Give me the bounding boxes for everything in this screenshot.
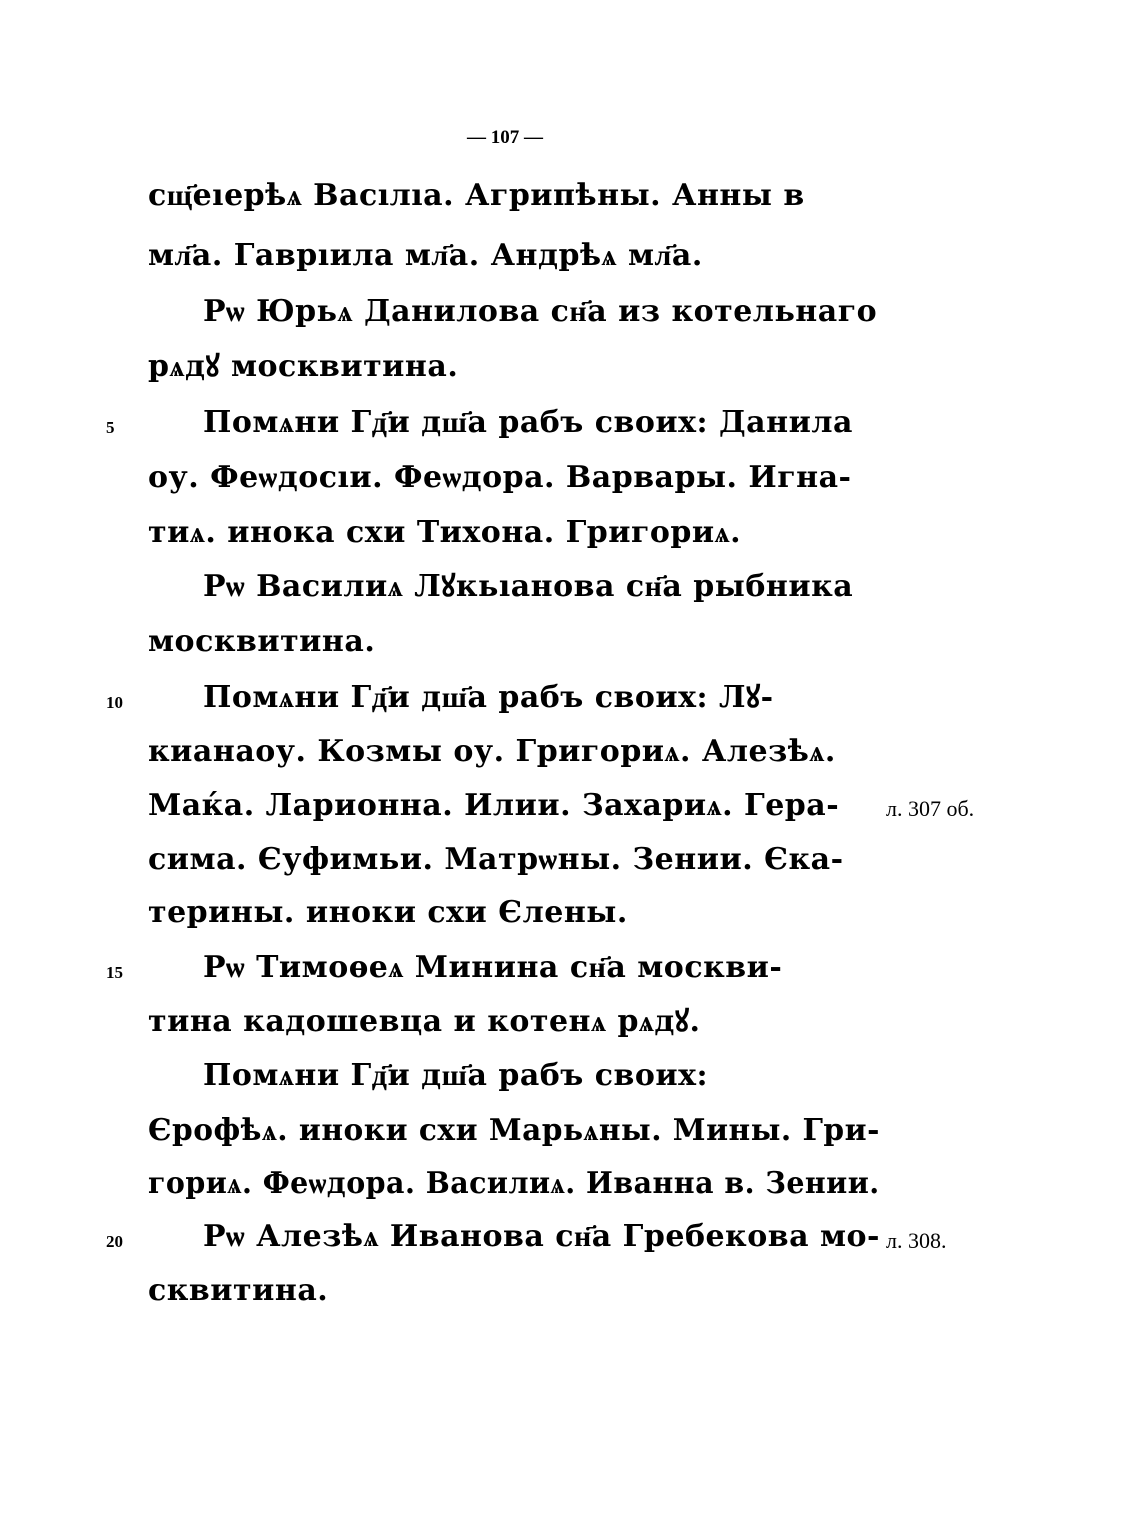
text-line: Помѧни Гд҃и дш҃а рабъ своих:	[203, 1058, 709, 1093]
text-line: сквитина.	[148, 1273, 329, 1308]
text-line: Помѧни Гд҃и дш҃а рабъ своих: Данила	[203, 405, 853, 440]
text-line: Рѡ Алезѣѧ Иванова сн҃а Гребекова мо-	[203, 1219, 880, 1254]
text-line: москвитина.	[148, 624, 376, 659]
text-line: рѧдꙋ москвитина.	[148, 349, 459, 384]
text-line: Рѡ Василиѧ Лꙋкьıанова сн҃а рыбника	[203, 569, 854, 604]
page-number: — 107 —	[467, 127, 543, 148]
line-number: 15	[106, 963, 123, 982]
text-line: Єрофѣѧ. иноки схи Марьѧны. Мины. Гри-	[148, 1113, 880, 1148]
line-number: 5	[106, 418, 115, 437]
text-line: оу. Феѡдосıи. Феѡдора. Варвары. Игна-	[148, 460, 852, 495]
line-number: 10	[106, 693, 123, 712]
text-line: терины. иноки схи Єлены.	[148, 895, 628, 930]
text-line: Рѡ Юрьѧ Данилова сн҃а из котельнаго	[203, 294, 878, 329]
margin-note-folio: л. 308.	[886, 1228, 947, 1253]
text-line: Маќа. Ларионна. Илии. Захариѧ. Гера-	[148, 788, 840, 823]
text-line: тиѧ. инока схи Тихона. Григориѧ.	[148, 515, 742, 550]
text-line: Помѧни Гд҃и дш҃а рабъ своих: Лꙋ-	[203, 680, 774, 715]
text-line: гориѧ. Феѡдора. Василиѧ. Иванна в. Зении.	[148, 1166, 880, 1201]
text-line: тина кадошевца и котенѧ рѧдꙋ.	[148, 1004, 701, 1039]
text-line: мл҃а. Гаврıила мл҃а. Андрѣѧ мл҃а.	[148, 238, 703, 273]
text-line: Рѡ Тимоѳеѧ Минина сн҃а москви-	[203, 950, 783, 985]
text-line: сима. Єуфимьи. Матрѡны. Зении. Єка-	[148, 842, 844, 877]
text-line: кианаоу. Козмы оу. Григориѧ. Алезѣѧ.	[148, 734, 836, 769]
text-line: сщ҃еıерѣѧ Васıлıа. Агрипѣны. Анны в	[148, 178, 805, 213]
line-number: 20	[106, 1232, 123, 1251]
margin-note-folio: л. 307 об.	[886, 796, 975, 821]
